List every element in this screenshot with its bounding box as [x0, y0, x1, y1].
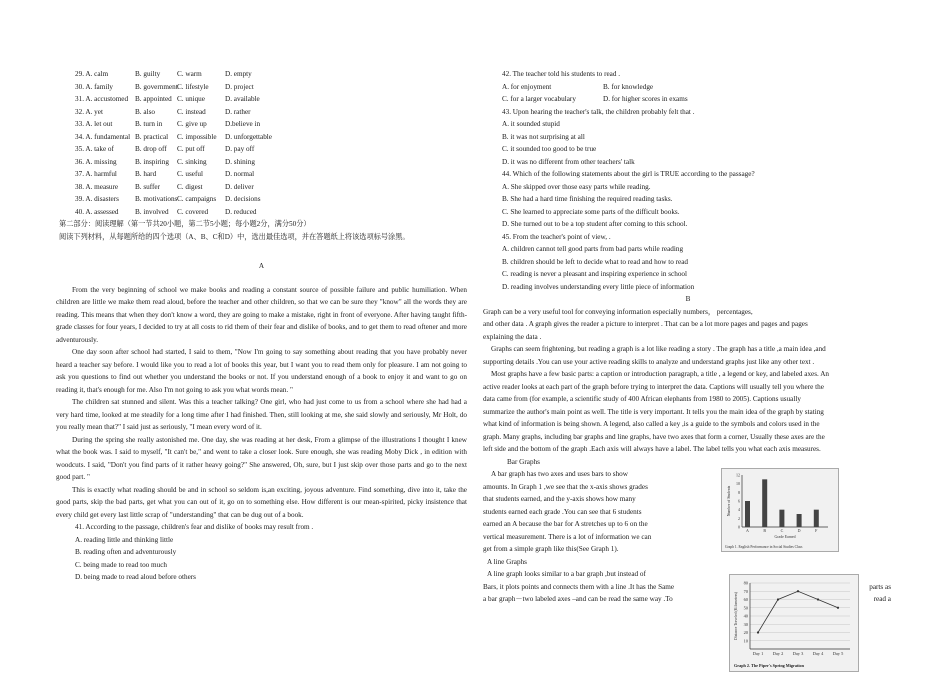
cloze-row	[56, 156, 467, 169]
passage-b-line: Graph can be a very useful tool for conveying information especially numbers， percentages,	[483, 307, 753, 316]
cloze-option-b: B. also	[135, 107, 155, 116]
cloze-option-b: B. suffer	[135, 182, 161, 191]
line-chart-x-tick: Day 3	[792, 651, 804, 656]
cloze-row	[56, 131, 467, 144]
question-42-option-b: B. for knowledge	[603, 82, 654, 91]
cloze-row	[56, 93, 467, 106]
question-43-option-a: A. it sounded stupid	[502, 120, 560, 128]
bar-chart-bar	[779, 510, 784, 527]
passage-b-line: supporting details .You can use your active reading skills to analyze and understand graphs just like any other text .	[483, 357, 815, 366]
question-43-option-d: D. it was no different from other teachers' talk	[502, 157, 635, 166]
cloze-option-c: C. sinking	[177, 157, 207, 166]
line-chart-x-tick: Day 2	[772, 651, 784, 656]
cloze-option-num: 37. A. harmful	[75, 170, 117, 178]
cloze-option-d: D. unforgettable	[225, 132, 272, 141]
cloze-option-d: D. empty	[225, 70, 252, 78]
section-two-instructions: 阅读下列材料，从每题所给的四个选项（A、B、C和D）中，选出最佳选项，并在答题纸上将该选项标号涂黑。	[59, 232, 410, 241]
bar-chart-bar	[762, 479, 767, 527]
cloze-option-c: C. useful	[177, 170, 203, 178]
passage-b-line: left side and the bottom of the graph .Each axis will always have a label. The label tells you what each axis measures.	[483, 445, 821, 453]
cloze-option-num: 29. A. calm	[75, 70, 109, 78]
bar-graphs-text	[483, 468, 708, 556]
cloze-option-b: B. turn in	[135, 120, 163, 128]
cloze-option-d: D. deliver	[225, 182, 254, 191]
passage-b-line: what kind of information is being shown. A legend, also called a key ,is a guide to the symbols and colors used in the	[483, 420, 820, 428]
question-43-option-b: B. it was not surprising at all	[502, 132, 585, 141]
bar-chart-x-tick: A	[746, 528, 749, 533]
passage-a-paragraph: During the spring she really astonished me. One day, she was reading at her desk, From a glimpse of the illustrations I thought I knew what the book was. I said to myself, "It can't be," and went to take a closer look. Sure enough, she was reading Moby Dick , in edition with woodcuts. I said, "Don't you find parts of it rather heavy going?" She answered, Oh, sure, but I just skip over those parts and go to the next good part. "	[56, 435, 467, 481]
bar-graphs-line: students earned each grade .You can see that 6 students	[483, 507, 642, 516]
cloze-option-num: 33. A. let out	[75, 120, 113, 128]
cloze-option-b: B. guilty	[135, 70, 161, 78]
question-45-option-b: B. children should be left to decide what to read and how to read	[502, 257, 689, 266]
cloze-option-d: D. normal	[225, 170, 255, 178]
bar-chart-bar	[745, 501, 750, 527]
cloze-option-d: D. pay off	[225, 145, 255, 153]
question-41-option-a: A. reading little and thinking little	[75, 535, 174, 544]
cloze-row	[56, 193, 467, 206]
cloze-option-d: D. decisions	[225, 195, 261, 203]
question-44-option-a: A. She skipped over those easy parts while reading.	[502, 182, 651, 191]
bar-chart-title: Graph 1. English Performance in Social Studies Class	[725, 545, 803, 549]
bar-chart-y-tick: 10	[736, 481, 740, 487]
line-graphs-text-2: Bars, it plots points and connects them with a line .It has the Same	[483, 582, 675, 591]
line-chart-point	[797, 590, 799, 592]
cloze-option-b: B. motivations	[135, 195, 178, 203]
line-chart-x-tick: Day 4	[812, 651, 824, 656]
question-45-option-a: A. children cannot tell good parts from bad parts while reading	[502, 245, 684, 253]
cloze-option-c: C. warm	[177, 70, 202, 78]
question-43-option-c: C. it sounded too good to be true	[502, 145, 597, 153]
line-chart-y-tick: 50	[743, 605, 748, 611]
line-chart-y-tick: 80	[743, 580, 748, 586]
bar-chart-x-tick: B	[763, 528, 767, 533]
line-chart	[730, 575, 858, 671]
cloze-row	[56, 106, 467, 119]
cloze-option-b: B. government	[135, 82, 178, 91]
line-graphs-heading: A line Graphs	[487, 557, 527, 566]
bar-graphs-line: earned an A because the bar for A stretches up to 6 on the	[483, 520, 648, 528]
passage-b-line: data came from (for example, a scientific study of 400 African elephants from 1980 to 2005). Captions usually	[483, 395, 801, 403]
bar-chart-y-tick: 6	[738, 498, 740, 504]
cloze-option-b: B. involved	[135, 207, 169, 216]
cloze-answer-list	[56, 68, 467, 218]
passage-a-paragraph: The children sat stunned and silent. Was this a teacher talking? One girl, who had just come to us from a school where she had had a very hard time, looked at me steadily for a long time after I had finished. Then, still looking at me, she said slowly and seriously, Mr Holt, do you really mean that?" I said just as seriously, "I mean every word of it.	[56, 398, 467, 431]
bar-chart-x-tick: C	[780, 528, 784, 533]
cloze-option-d: D. reduced	[225, 207, 257, 216]
passage-b-line: active reader looks at each part of the graph before trying to interpret the data. Captions will usually tell you where the	[483, 382, 824, 391]
question-45-option-d: D. reading involves understanding every little piece of information	[502, 282, 695, 291]
bar-chart-y-tick: 0	[738, 524, 740, 530]
cloze-option-d: D. available	[225, 95, 260, 103]
cloze-option-c: C. covered	[177, 207, 209, 216]
section-two-title: 第二部分：阅读理解（第一节共20小题，第二节5小题；每小题2分，满分50分）	[59, 220, 311, 228]
cloze-option-d: D.believe in	[225, 120, 261, 128]
cloze-option-num: 38. A. measure	[75, 182, 119, 191]
bar-chart-x-tick: D	[797, 528, 801, 533]
question-41-option-c: C. being made to read too much	[75, 560, 168, 569]
passage-b-line: graph. Many graphs, including bar graphs and line graphs, have two axes that form a corner, Usually these axes are the	[483, 432, 825, 441]
bar-graphs-heading: Bar Graphs	[507, 457, 540, 466]
line-graphs-text-2-end: parts as	[869, 582, 891, 591]
passage-a-heading: A	[258, 262, 265, 270]
cloze-row	[56, 168, 467, 181]
left-column	[56, 68, 467, 584]
cloze-row	[56, 206, 467, 219]
bar-chart-y-tick: 2	[738, 515, 740, 521]
question-42-options-cd	[483, 93, 893, 106]
cloze-row	[56, 68, 467, 81]
line-chart-y-tick: 20	[743, 630, 748, 635]
cloze-option-num: 31. A. accustomed	[75, 95, 129, 103]
passage-b-line: summarize the author's main point as well. The title is very important. It tells you the main idea of the graph by stating	[483, 407, 824, 416]
passage-a-paragraph: From the very beginning of school we make books and reading a constant source of possible failure and public humiliation. When children are little we make them read aloud, before the teacher and other children, so that we can be sure they "know" all the words they are reading. This means that when they don't know a word, they are going to make a mistake, right in front of everyone. After having taught fifth-grade classes for four years, I decided to try at all costs to rid them of their fear and dislike of books, and to get them to read oftener and more adventurously.	[56, 285, 467, 344]
line-chart-y-tick: 30	[743, 621, 748, 627]
line-chart-y-tick: 60	[743, 597, 748, 602]
bar-chart-ylabel: Number of Students	[727, 485, 731, 517]
passage-b-heading: B	[685, 295, 691, 303]
cloze-option-c: C. digest	[177, 182, 203, 191]
passage-a-paragraph: This is exactly what reading should be and in school so seldom is,an exciting, joyous adventure. Find something, dive into it, take the good parts, skip the bad parts, get what you can out of it, go on to something else. How different is our mean-spirited, picky insistence that every child get every last little scrap of "understanding" that can be dug out of a book.	[56, 485, 467, 519]
cloze-option-c: C. instead	[177, 107, 206, 116]
cloze-option-c: C. unique	[177, 95, 205, 103]
cloze-option-c: C. impossible	[177, 132, 217, 141]
line-graphs-text-3-end: read a	[873, 595, 891, 603]
bar-chart-bar	[797, 514, 802, 527]
passage-b-line: Most graphs have a few basic parts: a caption or introduction paragraph, a title , a legend or key, and labeled axes. An	[491, 370, 830, 378]
cloze-option-b: B. practical	[135, 132, 169, 141]
line-chart-y-tick: 40	[743, 613, 748, 619]
bar-chart-bar	[814, 510, 819, 527]
passage-a-body	[56, 284, 467, 522]
passage-a-paragraph: One day soon after school had started, I said to them, "Now I'm going to say something about reading that you have probably never heard a teacher say before. I would like you to read a lot of books this year, but I want you to read them only for pleasure. I am not going to ask you questions to find out whether you understand the books or not. If you understand enough of a book to enjoy it and want to go on reading it, that's enough for me. Also I'm not going to ask you what words mean. "	[56, 348, 467, 394]
line-chart-point	[817, 598, 819, 600]
line-graphs-text-1: A line graph looks similar to a bar graph ,but instead of	[487, 570, 646, 578]
bar-graphs-line: A bar graph has two axes and uses bars to show	[491, 470, 628, 478]
cloze-row	[56, 118, 467, 131]
cloze-option-b: B. hard	[135, 170, 157, 178]
cloze-option-num: 32. A. yet	[75, 107, 103, 116]
question-44-option-d: D. She turned out to be a top student after coming to this school.	[502, 220, 688, 228]
line-chart-point	[777, 598, 779, 600]
cloze-option-d: D. shining	[225, 157, 255, 166]
graph-1-figure	[721, 468, 839, 552]
line-chart-y-tick: 10	[743, 638, 748, 644]
cloze-option-d: D. project	[225, 82, 254, 91]
question-42-option-c: C. for a larger vocabulary	[502, 95, 576, 103]
line-chart-point	[757, 631, 759, 633]
bar-chart-y-tick: 4	[738, 507, 740, 513]
line-chart-title: Graph 2. The Piper's Spring Migration	[734, 663, 804, 668]
question-45-option-c: C. reading is never a pleasant and inspiring experience in school	[502, 270, 688, 278]
cloze-row	[56, 181, 467, 194]
cloze-option-c: C. put off	[177, 145, 205, 153]
line-chart-series	[758, 591, 838, 632]
cloze-row	[56, 81, 467, 94]
cloze-option-b: B. appointed	[135, 95, 172, 103]
question-42-options-ab	[483, 81, 893, 94]
cloze-option-num: 36. A. missing	[75, 157, 117, 166]
question-42-option-d: D. for higher scores in exams	[603, 95, 688, 103]
question-41-stem: 41. According to the passage, children's fear and dislike of books may result from .	[75, 523, 314, 531]
bar-chart-y-tick: 12	[736, 472, 740, 478]
bar-graphs-line: vertical measurement. There is a lot of information we can	[483, 532, 652, 541]
bar-chart-x-tick: F	[815, 528, 818, 533]
cloze-option-num: 40. A. assessed	[75, 207, 119, 216]
passage-b-line: explaining the data .	[483, 332, 542, 341]
graph-2-figure	[729, 574, 859, 672]
question-44-stem: 44. Which of the following statements about the girl is TRUE according to the passage?	[502, 170, 755, 178]
line-chart-x-tick: Day 1	[752, 651, 764, 656]
cloze-row	[56, 143, 467, 156]
cloze-option-num: 39. A. disasters	[75, 195, 119, 203]
cloze-option-b: B. drop off	[135, 145, 167, 153]
question-44-option-c: C. She learned to appreciate some parts of the difficult books.	[502, 207, 680, 216]
cloze-option-d: D. rather	[225, 107, 251, 116]
passage-b-body	[483, 306, 893, 456]
line-graphs-text-3: a bar graph－two labeled axes –and can be read the same way .To	[483, 595, 673, 603]
cloze-option-c: C. lifestyle	[177, 82, 209, 91]
cloze-option-b: B. inspiring	[135, 157, 169, 166]
bar-graphs-line: that students earned, and the y-axis shows how many	[483, 495, 636, 503]
cloze-option-num: 34. A. fundamental	[75, 132, 131, 141]
cloze-option-c: C. campaigns	[177, 195, 217, 203]
question-45-stem: 45. From the teacher's point of view, .	[502, 232, 611, 241]
bar-chart-xlabel: Grade Earned	[774, 535, 796, 539]
cloze-option-num: 35. A. take of	[75, 145, 114, 153]
line-chart-y-tick: 70	[743, 588, 748, 594]
line-chart-ylabel: Distance Traveled (Kilometers)	[734, 592, 738, 640]
cloze-option-num: 30. A. family	[75, 82, 113, 91]
line-chart-point	[837, 607, 839, 609]
question-41-option-b: B. reading often and adventurously	[75, 548, 177, 556]
question-41-option-d: D. being made to read aloud before others	[75, 573, 196, 581]
line-chart-x-tick: Day 5	[832, 651, 844, 656]
bar-chart	[722, 469, 838, 551]
passage-b-line: Graphs can seem frightening, but reading a graph is a lot like reading a story . The graph has a title ,a main idea ,and	[491, 345, 826, 353]
bar-graphs-line: amounts. In Graph 1 ,we see that the x-axis shows grades	[483, 482, 648, 491]
question-42-stem: 42. The teacher told his students to read .	[502, 70, 621, 78]
bar-graphs-line: get from a simple graph like this(See Graph 1).	[483, 545, 619, 553]
question-42-option-a: A. for enjoyment	[502, 82, 552, 91]
cloze-option-c: C. give up	[177, 120, 207, 128]
question-43-stem: 43. Upon hearing the teacher's talk, the children probably felt that .	[502, 107, 695, 116]
question-44-option-b: B. She had a hard time finishing the required reading tasks.	[502, 195, 673, 203]
passage-b-line: and other data . A graph gives the reader a picture to interpret . That can be a lot more pages and pages and pages	[483, 320, 808, 328]
bar-chart-y-tick: 8	[738, 489, 740, 495]
